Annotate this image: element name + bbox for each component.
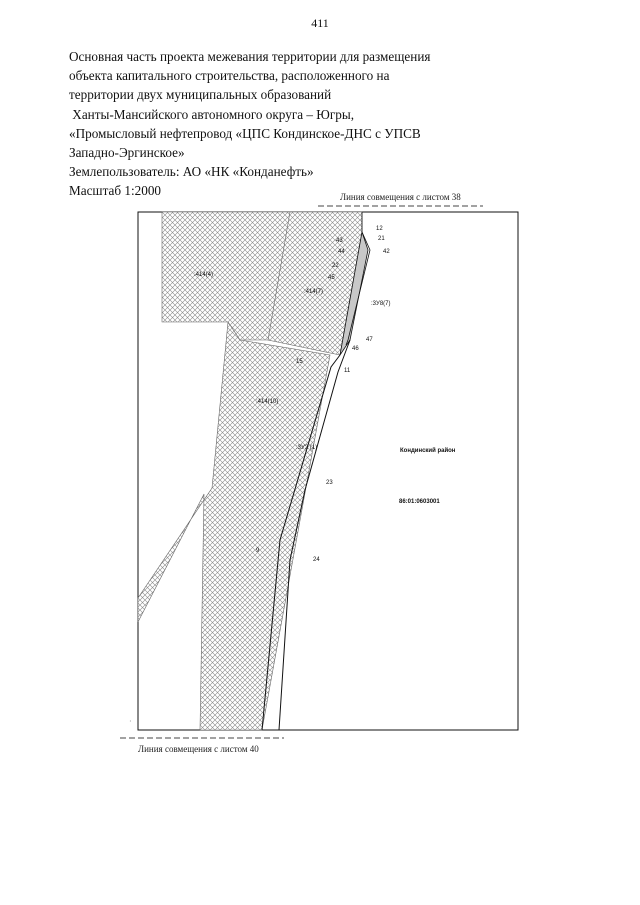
point-label: 9	[256, 548, 260, 554]
parcel-414-4	[162, 212, 290, 340]
header-line: Основная часть проекта межевания территории для размещения	[69, 49, 431, 64]
parcel-label-414-4: :414(4)	[194, 272, 214, 278]
point-label: 45	[328, 275, 335, 281]
parcel-414-10	[138, 322, 330, 730]
parcel-label-414-10: :414(10)	[256, 399, 279, 405]
scale-line: Масштаб 1:2000	[69, 183, 162, 199]
header-line: Ханты-Мансийского автономного округа – Югры,	[69, 106, 354, 122]
land-user-line: Землепользователь: АО «НК «Конданефть»	[69, 164, 314, 180]
header-line: Западно-Эргинское»	[69, 145, 185, 161]
page-number: 411	[311, 16, 329, 30]
region-label: Кондинский район	[400, 448, 456, 454]
header-line: территории двух муниципальных образований	[69, 87, 332, 103]
parcel-label-3zu-1: :3У2 (1)	[296, 445, 318, 451]
cadastral-block-label: 86:01:0603001	[399, 499, 440, 505]
header-line: объекта капитального строительства, расположенного на	[69, 68, 390, 84]
parcel-label-3zu-7: :3У8(7)	[371, 301, 391, 307]
parcel-label-414-7: :414(7)	[304, 289, 324, 295]
point-label: 43	[336, 238, 343, 244]
point-label: 46	[352, 346, 359, 352]
point-label: 11	[344, 368, 351, 374]
point-label: 22	[332, 263, 339, 269]
combine-label-top: Линия совмещения с листом 38	[340, 192, 461, 202]
point-label: 15	[296, 359, 303, 365]
point-label: 12	[376, 226, 383, 232]
point-label: 42	[383, 249, 390, 255]
header-line: «Промысловый нефтепровод «ЦПС Кондинское-ДНС с УПСВ	[69, 125, 421, 141]
combine-label-bottom: Линия совмещения с листом 40	[138, 744, 259, 754]
point-label: 23	[326, 480, 333, 486]
point-label: 24	[313, 557, 320, 563]
point-label: 21	[378, 236, 385, 242]
edge-mark: ·	[128, 720, 134, 722]
point-label: 47	[366, 337, 373, 343]
point-label: 44	[338, 249, 345, 255]
